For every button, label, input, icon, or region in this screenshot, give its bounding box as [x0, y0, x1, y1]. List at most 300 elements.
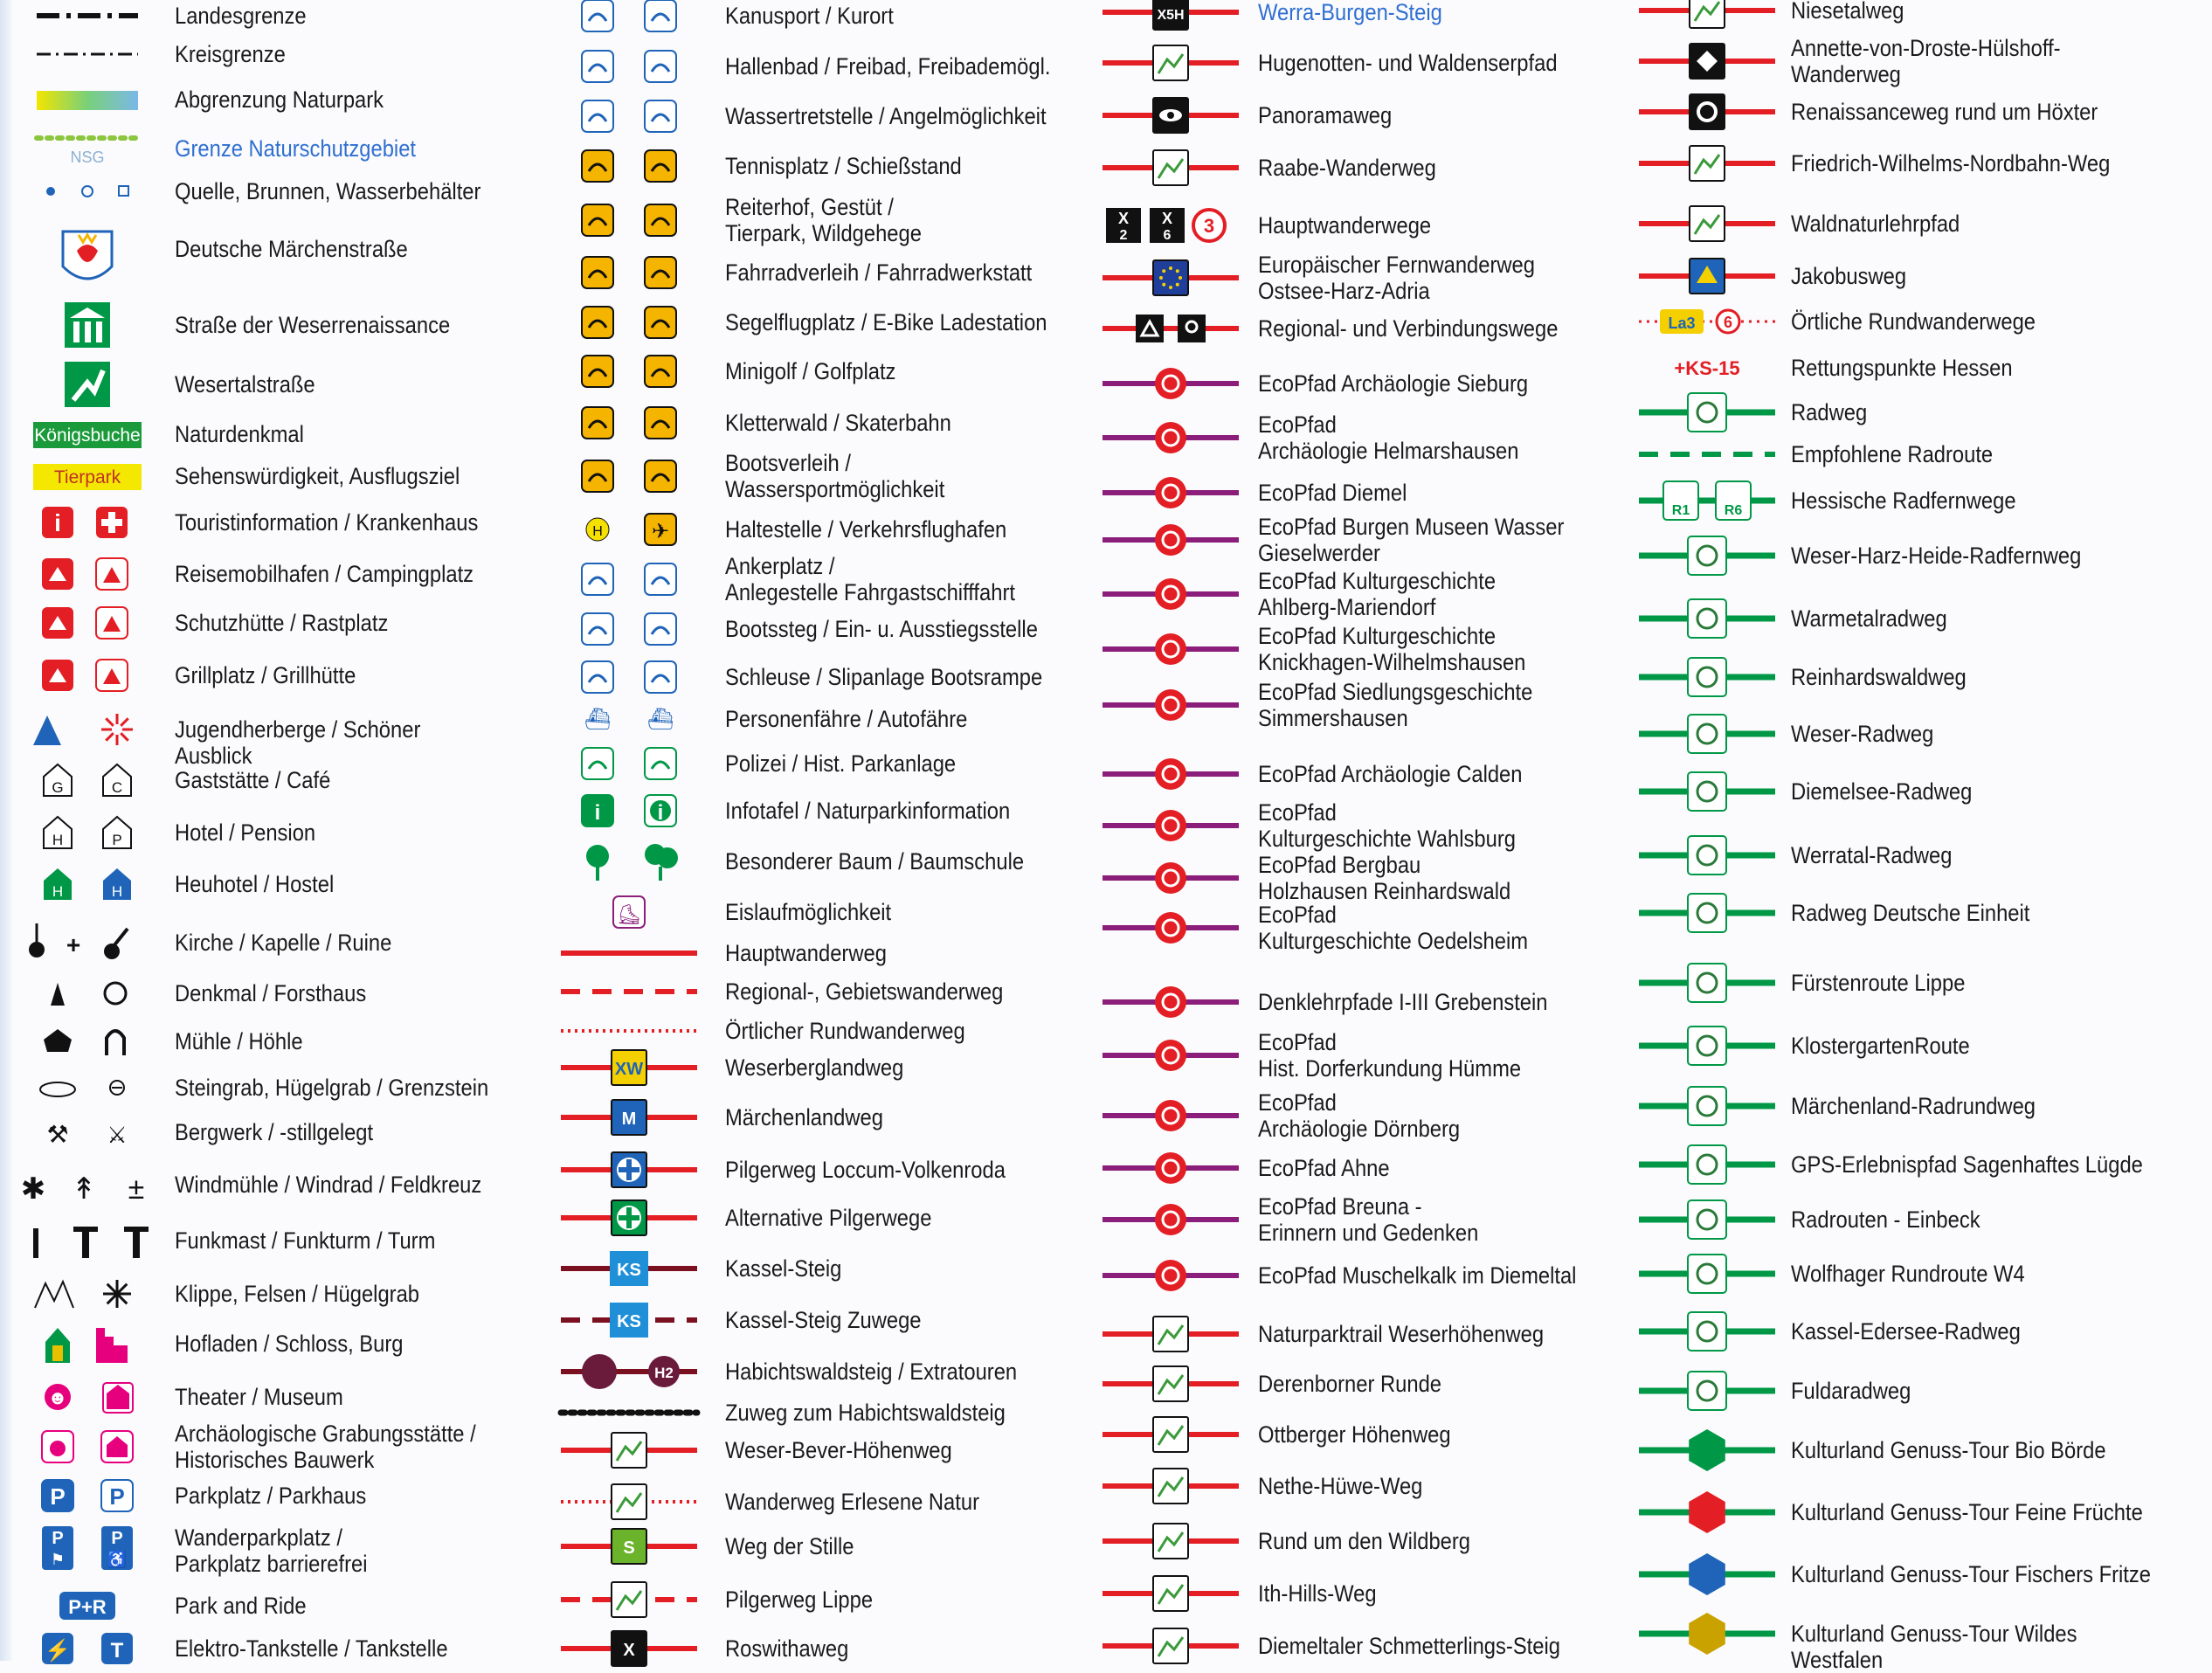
line-purple-dot-icon [1101, 806, 1241, 845]
legend-label: Werratal-Radweg [1791, 842, 1953, 868]
pr-icon [35, 1587, 140, 1625]
svg-text:✈: ✈ [651, 520, 670, 543]
archaeo-icon [35, 1428, 140, 1466]
legend-entry [542, 404, 1101, 442]
legend-label: Schleuse / Slipanlage Bootsrampe [725, 664, 1043, 690]
theater-icon [35, 1378, 140, 1416]
line-purple-dot-icon [1101, 364, 1241, 403]
legend-label: Schutzhütte / Rastplatz [175, 610, 389, 636]
legend-entry [0, 365, 542, 404]
legend-entry [1625, 772, 2212, 811]
legend-entry [1625, 536, 2212, 575]
legend-label: Märchenland-Radrundweg [1791, 1093, 2036, 1119]
legend-entry [0, 0, 542, 35]
fuel-icon [35, 1629, 140, 1668]
svg-text:+KS-15: +KS-15 [1674, 357, 1740, 379]
legend-label: Denkmal / Forsthaus [175, 980, 367, 1006]
legend-entry [542, 303, 1101, 342]
svg-text:±: ± [128, 1172, 145, 1206]
legend-label: Weser-Harz-Heide-Radfernweg [1791, 543, 2082, 569]
legend-label: Nethe-Hüwe-Weg [1258, 1473, 1423, 1499]
legend-label: Klippe, Felsen / Hügelgrab [175, 1281, 420, 1307]
legend-entry [1083, 755, 1642, 793]
legend-label: Örtliche Rundwanderwege [1791, 308, 2036, 335]
legend-entry [1625, 1087, 2212, 1125]
legend-label: Hauptwanderweg [725, 940, 887, 966]
line-purple-dot-icon [1101, 1149, 1241, 1187]
legend-entry [1083, 902, 1642, 954]
legend-label: Kassel-Edersee-Radweg [1791, 1318, 2021, 1345]
legend-label: EcoPfad Breuna - Erinnern und Gedenken [1258, 1193, 1479, 1246]
line-purple-dot-icon [1101, 1096, 1241, 1135]
legend-entry [542, 1151, 1101, 1189]
legend-entry [1083, 799, 1642, 852]
legend-label: Touristinformation / Krankenhaus [175, 509, 479, 536]
svg-text:KS: KS [617, 1261, 641, 1280]
blue-pair-icon [559, 610, 699, 648]
legend-entry [542, 1048, 1101, 1087]
svg-text:M: M [621, 1110, 637, 1129]
legend-entry [1083, 411, 1642, 464]
line-green-img-icon [1637, 894, 1777, 932]
dashdot-line-icon [35, 0, 140, 35]
legend-label: Weser-Bever-Höhenweg [725, 1437, 952, 1463]
svg-text:+: + [66, 931, 81, 958]
legend-label: EcoPfad Siedlungsgeschichte Simmershausen [1258, 679, 1533, 731]
svg-text:H: H [111, 883, 123, 900]
line-purple-dot-icon [1101, 575, 1241, 613]
line-green-hex-icon [1637, 1614, 1777, 1653]
legend-entry [1625, 1027, 2212, 1065]
legend-entry [1083, 1149, 1642, 1187]
house-letters-icon [35, 813, 140, 852]
legend-entry [0, 1165, 542, 1204]
line-green-dash-icon [1637, 435, 1777, 474]
legend-entry [542, 97, 1101, 135]
line-green-img-icon [1637, 1255, 1777, 1293]
legend-entry [1083, 623, 1642, 675]
line-purple-dot-icon [1101, 418, 1241, 457]
green-s-icon [35, 365, 140, 404]
legend-entry [1083, 0, 1642, 31]
svg-text:⚑: ⚑ [50, 1551, 66, 1568]
legend-entry [1625, 1372, 2212, 1410]
svg-text:i: i [657, 801, 664, 825]
legend-label: GPS-Erlebnispfad Sagenhaftes Lügde [1791, 1151, 2143, 1178]
legend-column-2 [542, 0, 1101, 1661]
legend-entry [0, 503, 542, 542]
line-green-img-icon [1637, 1372, 1777, 1410]
legend-entry [0, 813, 542, 852]
legend-label: Kassel-Steig Zuwege [725, 1307, 922, 1333]
legend-label: Reinhardswaldweg [1791, 664, 1967, 690]
svg-text:P: P [52, 1529, 64, 1548]
legend-entry [542, 1199, 1101, 1237]
legend-label: Straße der Weserrenaissance [175, 312, 451, 338]
legend-entry [1083, 1627, 1642, 1665]
line-red-eu-icon [1101, 259, 1241, 297]
line-green-img-icon [1637, 1087, 1777, 1125]
text-box-icon [35, 415, 140, 453]
svg-text:P: P [109, 1483, 125, 1510]
legend-label: Besonderer Baum / Baumschule [725, 848, 1025, 875]
legend-label: Annette-von-Droste-Hülshoff- Wanderweg [1791, 35, 2061, 87]
legend-label: Wassertretstelle / Angelmöglichkeit [725, 103, 1047, 129]
house-filled-icon [35, 865, 140, 903]
legend-label: Tennisplatz / Schießstand [725, 153, 962, 179]
line-darkred-box-icon [559, 1249, 699, 1288]
line-red-cross-icon [559, 1151, 699, 1189]
legend-entry [542, 610, 1101, 648]
legend-entry [1083, 1256, 1642, 1295]
svg-text:⛴: ⛴ [584, 708, 612, 731]
legend-entry [1625, 1614, 2212, 1673]
svg-text:H2: H2 [654, 1365, 674, 1381]
habicht-icon [559, 1352, 699, 1391]
legend-entry [1083, 514, 1642, 566]
legend-entry [1083, 206, 1642, 245]
legend-entry [1083, 983, 1642, 1021]
trees-icon [559, 842, 699, 881]
line-red-box-icon [559, 1629, 699, 1668]
red-pair-info-icon [35, 503, 140, 542]
svg-text:⚔: ⚔ [107, 1122, 128, 1148]
line-green-img-icon [1637, 393, 1777, 432]
legend-label: Theater / Museum [175, 1384, 343, 1410]
legend-entry [542, 1098, 1101, 1137]
blue-pair-icon [559, 97, 699, 135]
legend-label: Radweg [1791, 399, 1868, 425]
legend-label: EcoPfad Hist. Dorferkundung Hümme [1258, 1029, 1522, 1082]
legend-label: EcoPfad Kulturgeschichte Wahlsburg [1258, 799, 1516, 852]
svg-text:P: P [111, 1529, 123, 1548]
legend-label: Weser-Radweg [1791, 721, 1934, 747]
legend-label: Polizei / Hist. Parkanlage [725, 750, 957, 777]
line-red-img-icon [1637, 0, 1777, 30]
legend-label: Archäologische Grabungsstätte / Historisches Bauwerk [175, 1421, 476, 1473]
legend-label: EcoPfad Bergbau Holzhausen Reinhardswald [1258, 852, 1511, 904]
line-red-img-icon [1101, 1627, 1241, 1665]
legend-entry [1625, 1431, 2212, 1469]
legend-label: Kulturland Genuss-Tour Feine Früchte [1791, 1499, 2143, 1525]
legend-label: Örtlicher Rundwanderweg [725, 1018, 965, 1044]
line-green-img-icon [1637, 536, 1777, 575]
svg-text:G: G [52, 779, 64, 796]
legend-label: Reisemobilhafen / Campingplatz [175, 561, 474, 587]
line-darkred-dash-box-icon [559, 1301, 699, 1339]
legend-label: Bergwerk / -stillgelegt [175, 1119, 374, 1145]
house-letters-icon [35, 761, 140, 799]
legend-label: Eislaufmöglichkeit [725, 899, 892, 925]
legend-entry [1083, 1365, 1642, 1403]
legend-entry [1083, 1522, 1642, 1560]
legend-label: Wesertalstraße [175, 371, 315, 398]
legend-label: Roswithaweg [725, 1635, 849, 1662]
legend-entry [1625, 599, 2212, 638]
legend-label: Regional-, Gebietswanderweg [725, 978, 1004, 1005]
legend-label: Weg der Stille [725, 1533, 854, 1559]
legend-entry [542, 47, 1101, 86]
legend-entry [1625, 204, 2212, 243]
legend-entry [542, 893, 1101, 931]
svg-text:X: X [623, 1641, 635, 1660]
svg-text:✱: ✱ [20, 1172, 46, 1206]
line-red-tri-icon [1101, 309, 1241, 348]
legend-entry [0, 555, 542, 593]
legend-entry [542, 510, 1101, 549]
line-green-img-icon [1637, 836, 1777, 875]
legend-label: Kanusport / Kurort [725, 3, 894, 29]
rainbow-band-icon [35, 80, 140, 119]
green-pair-info-icon [559, 792, 699, 830]
legend-label: Windmühle / Windrad / Feldkreuz [175, 1172, 482, 1198]
legend-label: Panoramaweg [1258, 102, 1393, 128]
legend-entry [542, 1431, 1101, 1469]
legend-entry [0, 656, 542, 695]
legend-label: Niesetalweg [1791, 0, 1904, 24]
legend-entry [0, 974, 542, 1013]
legend-label: Hauptwanderwege [1258, 212, 1432, 239]
legend-label: Kulturland Genuss-Tour Wildes Westfalen [1791, 1621, 2077, 1673]
legend-label: Gaststätte / Café [175, 767, 331, 793]
legend-label: Friedrich-Wilhelms-Nordbahn-Weg [1791, 150, 2111, 176]
legend-label: Park and Ride [175, 1593, 307, 1619]
line-green-img-icon [1637, 1200, 1777, 1239]
legend-entry [1083, 1574, 1642, 1613]
line-red-box-icon [559, 1048, 699, 1087]
legend-entry [0, 230, 542, 268]
x-marks-icon [1101, 206, 1241, 245]
legend-entry [542, 1580, 1101, 1619]
legend-label: Reiterhof, Gestüt / Tierpark, Wildgehege [725, 194, 922, 246]
dot-line-icon [35, 35, 140, 73]
line-purple-dot-icon [1101, 1200, 1241, 1239]
line-purple-dot-icon [1101, 686, 1241, 724]
r1r6-icon [1637, 481, 1777, 520]
legend-entry [542, 0, 1101, 35]
line-red-img-icon [1101, 1415, 1241, 1454]
green-building-icon [35, 306, 140, 344]
legend-entry [542, 1352, 1101, 1391]
line-purple-dot-icon [1101, 755, 1241, 793]
legend-entry [1083, 474, 1642, 512]
legend-label: Pilgerweg Lippe [725, 1587, 874, 1613]
legend-entry [542, 1629, 1101, 1668]
legend-label: Diemeltaler Schmetterlings-Steig [1258, 1633, 1560, 1659]
svg-text:⛸: ⛸ [617, 903, 641, 925]
legend-label: Derenborner Runde [1258, 1371, 1442, 1397]
monument-icon [35, 974, 140, 1013]
legend-entry [0, 1421, 542, 1473]
svg-text:C: C [111, 779, 123, 796]
blue-pair-icon [559, 0, 699, 35]
legend-label: Bootssteg / Ein- u. Ausstiegsstelle [725, 616, 1038, 642]
church-icon [35, 923, 140, 962]
legend-label: EcoPfad Archäologie Calden [1258, 761, 1523, 787]
legend-entry [1083, 852, 1642, 904]
svg-text:⚒: ⚒ [46, 1121, 69, 1148]
line-red-img-icon [1101, 1574, 1241, 1613]
line-green-img-icon [1637, 599, 1777, 638]
legend-entry [1083, 568, 1642, 620]
red-pair-camp-icon [35, 555, 140, 593]
legend-label: EcoPfad Archäologie Dörnberg [1258, 1089, 1461, 1142]
legend-entry [0, 172, 542, 211]
line-red-dash-icon [559, 972, 699, 1011]
svg-text:P: P [112, 832, 122, 848]
svg-text:⛴: ⛴ [646, 708, 674, 731]
legend-entry [1625, 1255, 2212, 1293]
legend-label: Deutsche Märchenstraße [175, 236, 408, 262]
legend-entry [542, 1483, 1101, 1521]
legend-label: Wolfhager Rundroute W4 [1791, 1261, 2025, 1287]
legend-label: Segelflugplatz / E-Bike Ladestation [725, 309, 1047, 335]
towers-icon [35, 1221, 140, 1260]
line-red-shell-icon [1637, 257, 1777, 295]
line-purple-dot-icon [1101, 521, 1241, 559]
line-red-box-icon [1101, 0, 1241, 31]
legend-label: Naturdenkmal [175, 421, 304, 447]
svg-text:♿: ♿ [107, 1551, 128, 1568]
cliff-icon [35, 1275, 140, 1313]
legend-entry [542, 194, 1101, 246]
legend-entry [0, 1629, 542, 1668]
svg-text:Königsbuche: Königsbuche [34, 425, 141, 446]
legend-label: Hofladen / Schloss, Burg [175, 1331, 404, 1357]
line-red-img-icon [1637, 144, 1777, 183]
svg-text:H: H [52, 832, 64, 848]
legend-entry [542, 253, 1101, 292]
legend-entry [0, 129, 542, 168]
legend-entry [1083, 149, 1642, 187]
line-green-hex-icon [1637, 1493, 1777, 1531]
line-green-img-icon [1637, 1027, 1777, 1065]
legend-label: Fahrradverleih / Fahrradwerkstatt [725, 259, 1033, 286]
legend-label: EcoPfad Archäologie Helmarshausen [1258, 411, 1519, 464]
legend-label: Empfohlene Radroute [1791, 441, 1994, 467]
legend-label: Habichtswaldsteig / Extratouren [725, 1358, 1018, 1385]
legend-label: Hessische Radfernwege [1791, 487, 2016, 514]
legend-label: Werra-Burgen-Steig [1258, 0, 1442, 25]
legend-entry [1625, 964, 2212, 1002]
svg-text:P: P [50, 1483, 66, 1510]
svg-text:6: 6 [1163, 228, 1172, 243]
legend-label: Kulturland Genuss-Tour Bio Börde [1791, 1437, 2106, 1463]
parking-hike-icon [35, 1531, 140, 1570]
bus-plane-icon [559, 510, 699, 549]
legend-entry [1083, 1467, 1642, 1505]
legend-label: Parkplatz / Parkhaus [175, 1483, 367, 1509]
legend-entry [0, 457, 542, 495]
legend-entry [1625, 1555, 2212, 1593]
legend-label: Hugenotten- und Waldenserpfad [1258, 50, 1558, 76]
red-pair-grill-icon [35, 656, 140, 695]
line-green-img-icon [1637, 964, 1777, 1002]
legend-entry [0, 1324, 542, 1363]
yellow-pair-icon [559, 253, 699, 292]
line-green-img-icon [1637, 1312, 1777, 1351]
svg-text:NSG: NSG [70, 149, 105, 166]
legend-label: Kletterwald / Skaterbahn [725, 410, 951, 436]
legend-entry [0, 1587, 542, 1625]
legend-column-1 [0, 0, 542, 1661]
legend-entry [0, 35, 542, 73]
svg-text:X: X [1161, 210, 1173, 227]
legend-entry [542, 553, 1101, 605]
legend-label: Denklehrpfade I-III Grebenstein [1258, 989, 1548, 1015]
legend-entry [1625, 1312, 2212, 1351]
legend-entry [1083, 1415, 1642, 1454]
line-green-hex-icon [1637, 1555, 1777, 1593]
ks15-icon [1637, 349, 1777, 387]
legend-label: Bootsverleih / Wassersportmöglichkeit [725, 450, 945, 502]
legend-label: EcoPfad Ahne [1258, 1155, 1390, 1181]
legend-label: Steingrab, Hügelgrab / Grenzstein [175, 1075, 489, 1101]
legend-entry [542, 972, 1101, 1011]
legend-entry [0, 1221, 542, 1260]
legend-entry [0, 415, 542, 453]
legend-entry [1083, 309, 1642, 348]
legend-label: Infotafel / Naturparkinformation [725, 798, 1011, 824]
line-red-box-icon [559, 1527, 699, 1566]
line-red-dash-img-icon [559, 1580, 699, 1619]
legend-label: Fürstenroute Lippe [1791, 970, 1966, 996]
legend-label: EcoPfad Kulturgeschichte Knickhagen-Wilhelmshausen [1258, 623, 1526, 675]
svg-text:H: H [592, 524, 603, 539]
legend-entry [1625, 1145, 2212, 1184]
legend-label: Märchenlandweg [725, 1104, 883, 1130]
legend-label: Naturparktrail Weserhöhenweg [1258, 1321, 1545, 1347]
legend-label: Kreisgrenze [175, 41, 286, 67]
legend-entry [1625, 302, 2212, 341]
legend-entry [542, 934, 1101, 972]
line-red-ring-icon [1637, 93, 1777, 131]
svg-text:T: T [110, 1639, 124, 1663]
svg-text:P+R: P+R [68, 1596, 107, 1618]
legend-label: KlostergartenRoute [1791, 1033, 1970, 1059]
legend-label: Regional- und Verbindungswege [1258, 315, 1559, 342]
legend-label: Personenfähre / Autofähre [725, 706, 968, 732]
legend-entry [0, 1275, 542, 1313]
legend-entry [0, 761, 542, 799]
legend-entry [1625, 393, 2212, 432]
legend-label: Landesgrenze [175, 3, 307, 29]
svg-text:X: X [1117, 210, 1130, 227]
legend-entry [1625, 35, 2212, 87]
la3-icon [1637, 302, 1777, 341]
svg-text:La3: La3 [1668, 315, 1696, 332]
legend-label: EcoPfad Diemel [1258, 480, 1407, 506]
legend-label: EcoPfad Muschelkalk im Diemeltal [1258, 1262, 1577, 1289]
legend-label: Diemelsee-Radweg [1791, 778, 1973, 805]
legend-label: Rund um den Wildberg [1258, 1528, 1471, 1554]
legend-label: Waldnaturlehrpfad [1791, 211, 1960, 237]
legend-label: Renaissanceweg rund um Höxter [1791, 99, 2098, 125]
nsg-dots-icon [35, 129, 140, 168]
ferry-icon [559, 700, 699, 738]
line-purple-dot-icon [1101, 859, 1241, 897]
legend-entry [1625, 715, 2212, 753]
legend-entry [542, 147, 1101, 185]
line-red-img-icon [559, 1431, 699, 1469]
legend-label: Rettungspunkte Hessen [1791, 355, 2013, 381]
legend-entry [1625, 1493, 2212, 1531]
svg-text:i: i [594, 801, 601, 825]
parking-icon [35, 1476, 140, 1515]
legend-entry [542, 842, 1101, 881]
legend-entry [0, 80, 542, 119]
legend-column-3 [1083, 0, 1642, 1661]
